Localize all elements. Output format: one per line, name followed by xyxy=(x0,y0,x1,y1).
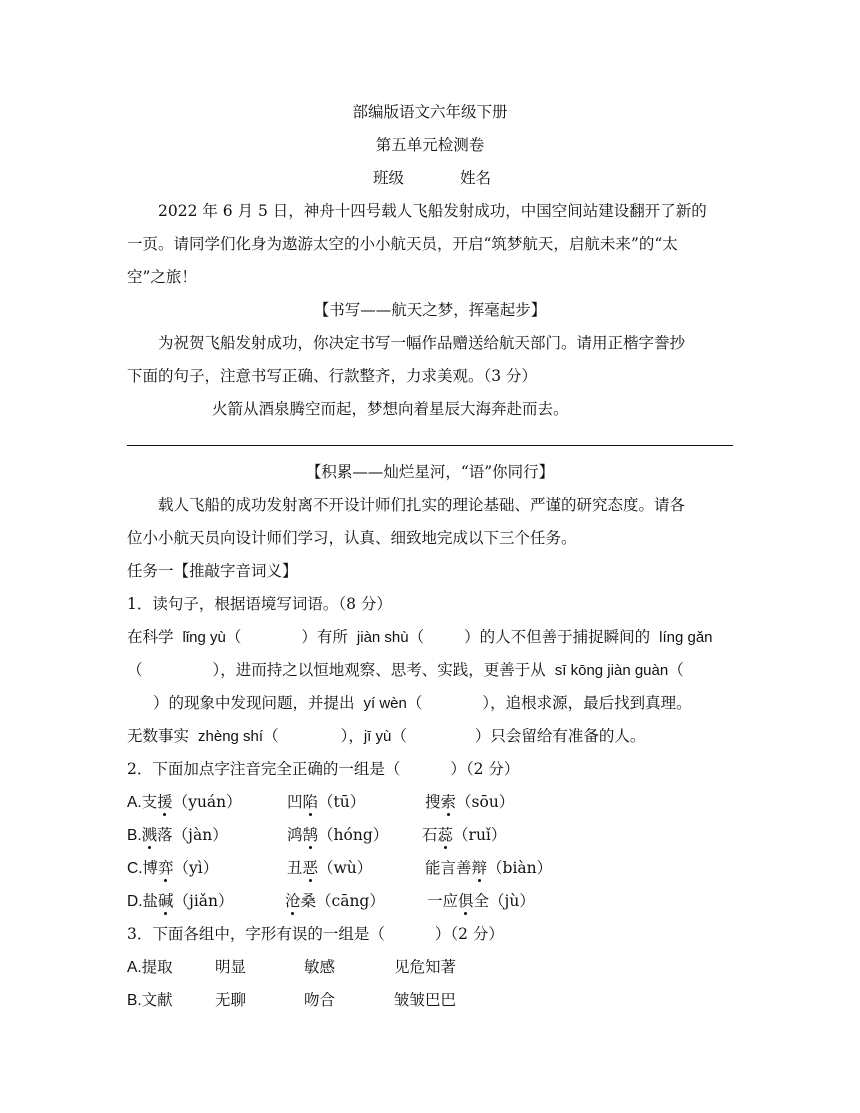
q2-option-b-word-2: 鸿鹄（hóng） xyxy=(287,826,389,844)
q3-option-b-word-2: 无聊 xyxy=(215,991,247,1009)
writing-instruction-2: 下面的句子，注意书写正确、行款整齐，力求美观。（3 分） xyxy=(127,367,538,385)
question-1-line-1: 在科学 lǐng yù（ ）有所 jiàn shù（ ）的人不但善于捕捉瞬间的 líng gǎn xyxy=(127,628,713,646)
intro-line-2: 一页。请同学们化身为遨游太空的小小航天员，开启“筑梦航天，启航未来”的“太 xyxy=(127,235,678,253)
pinyin-yiwen: yí wèn xyxy=(363,695,407,712)
question-1-line-4: 无数事实 zhèng shí（ ），jī yù（ ）只会留给有准备的人。 xyxy=(127,727,646,745)
document-title: 部编版语文六年级下册 xyxy=(352,103,508,121)
question-3-stem: 3．下面各组中，字形有误的一组是（ ）（2 分） xyxy=(127,925,504,943)
q2-option-b: B.溅落（jàn） xyxy=(127,826,228,844)
section-heading-writing: 【书写——航天之梦，挥毫起步】 xyxy=(313,301,547,319)
q2-option-d-word-2: 沧桑（cāng） xyxy=(285,892,385,910)
name-label: 姓名 xyxy=(460,169,492,187)
pinyin-lingyu: lǐng yù xyxy=(182,629,226,646)
q2-option-d: D.盐碱（jiǎn） xyxy=(127,892,234,910)
q2-option-c: C.博弈（yì） xyxy=(127,859,219,877)
document-subtitle: 第五单元检测卷 xyxy=(375,136,485,154)
writing-line xyxy=(127,445,733,446)
q3-option-b-word-3: 吻合 xyxy=(304,991,336,1009)
pinyin-jianshu: jiàn shù xyxy=(356,629,409,646)
pinyin-sikongjianguan: sī kōng jiàn guàn xyxy=(554,662,669,679)
q3-option-a: A.提取 xyxy=(127,958,173,976)
question-2-stem: 2．下面加点字注音完全正确的一组是（ ）（2 分） xyxy=(127,760,520,778)
q2-option-a: A.支援（yuán） xyxy=(127,793,242,811)
q2-option-c-word-2: 丑恶（wù） xyxy=(287,859,373,877)
writing-instruction-1: 为祝贺飞船发射成功，你决定书写一幅作品赠送给航天部门。请用正楷字誊抄 xyxy=(158,334,686,352)
q2-option-d-word-3: 一应俱全（jù） xyxy=(427,892,535,910)
section-heading-accumulation: 【积累——灿烂星河，“语”你同行】 xyxy=(305,463,555,481)
question-1-line-2: （ ），进而持之以恒地观察、思考、实践，更善于从 sī kōng jiàn guàn（ xyxy=(127,661,684,679)
q3-option-b: B.文献 xyxy=(127,991,173,1009)
accumulation-text-2: 位小小航天员向设计师们学习，认真、细致地完成以下三个任务。 xyxy=(127,529,577,547)
q3-option-a-word-3: 敏感 xyxy=(304,958,336,976)
question-1-line-3: ）的现象中发现问题，并提出 yí wèn（ ），追根求源，最后找到真理。 xyxy=(153,694,692,712)
q2-option-a-word-2: 凹陷（tū） xyxy=(287,793,366,811)
accumulation-text-1: 载人飞船的成功发射离不开设计师们扎实的理论基础、严谨的研究态度。请各 xyxy=(158,496,686,514)
copy-sentence: 火箭从酒泉腾空而起，梦想向着星辰大海奔赴而去。 xyxy=(212,400,569,418)
intro-line-1: 2022 年 6 月 5 日，神舟十四号载人飞船发射成功，中国空间站建设翻开了新的 xyxy=(158,202,707,220)
task-one-title: 任务一【推敲字音词义】 xyxy=(127,562,298,580)
pinyin-zhengshi: zhèng shí xyxy=(198,728,264,745)
pinyin-jiyu: jī yù xyxy=(363,728,392,745)
pinyin-linggan: líng gǎn xyxy=(659,629,713,646)
q3-option-a-word-2: 明显 xyxy=(215,958,247,976)
q3-option-a-word-4: 见危知著 xyxy=(394,958,457,976)
q2-option-b-word-3: 石蕊（ruǐ） xyxy=(422,826,507,844)
q2-option-c-word-3: 能言善辩（biàn） xyxy=(425,859,553,877)
question-1-stem: 1．读句子，根据语境写词语。（8 分） xyxy=(127,595,392,613)
student-info xyxy=(373,168,573,188)
intro-line-3: 空”之旅！ xyxy=(127,268,197,286)
q3-option-b-word-4: 皱皱巴巴 xyxy=(394,991,457,1009)
q2-option-a-word-3: 搜索（sōu） xyxy=(425,793,515,811)
class-label: 班级 xyxy=(373,169,405,187)
